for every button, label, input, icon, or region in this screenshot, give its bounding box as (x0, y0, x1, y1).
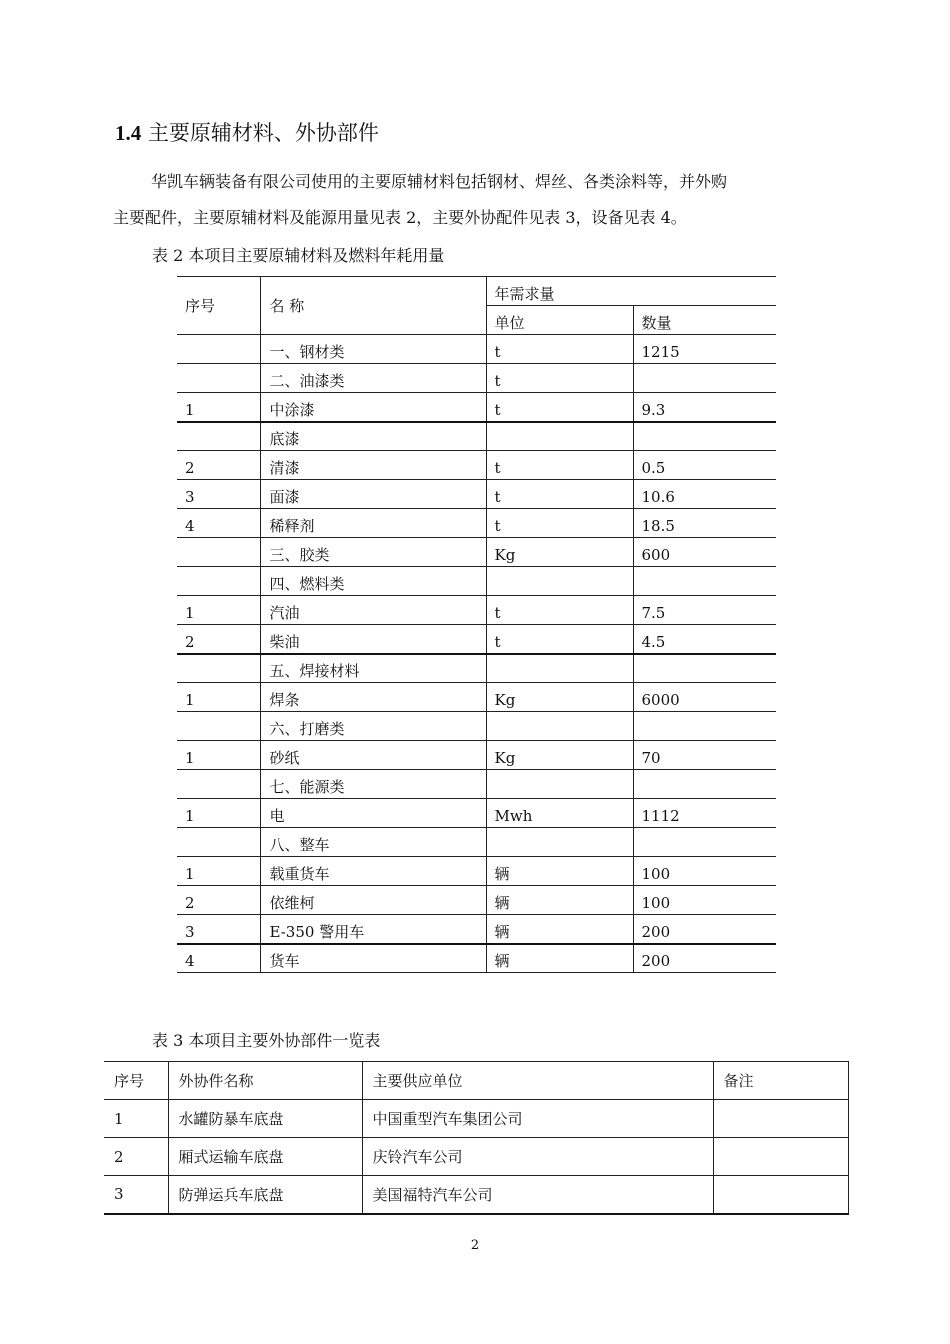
cell-unit (486, 567, 633, 596)
cell-qty (633, 654, 776, 683)
cell-name: 焊条 (260, 683, 486, 712)
cell-qty: 200 (633, 915, 776, 944)
cell-seq: 4 (177, 944, 260, 973)
cell-seq: 2 (104, 1138, 168, 1176)
cell-seq (177, 335, 260, 364)
table-row (177, 799, 776, 828)
cell-name: 四、燃料类 (260, 567, 486, 596)
cell-unit: Kg (486, 538, 633, 567)
cell-name: 八、整车 (260, 828, 486, 857)
t3-header-supplier: 主要供应单位 (362, 1062, 713, 1100)
cell-name: 七、能源类 (260, 770, 486, 799)
cell-qty: 0.5 (633, 451, 776, 480)
cell-unit: t (486, 393, 633, 422)
cell-unit: t (486, 480, 633, 509)
table-row (177, 509, 776, 538)
cell-qty: 18.5 (633, 509, 776, 538)
materials-table (177, 276, 776, 973)
cell-part: 防弹运兵车底盘 (168, 1176, 362, 1214)
table-row (177, 422, 776, 451)
cell-seq: 1 (177, 683, 260, 712)
cell-seq: 2 (177, 886, 260, 915)
cell-seq (177, 712, 260, 741)
table-row (104, 1176, 848, 1214)
cell-name: 三、胶类 (260, 538, 486, 567)
table-row (177, 625, 776, 654)
cell-seq: 3 (177, 480, 260, 509)
table-row (177, 886, 776, 915)
cell-unit: 辆 (486, 915, 633, 944)
cell-unit (486, 422, 633, 451)
cell-seq: 2 (177, 625, 260, 654)
cell-name: 汽油 (260, 596, 486, 625)
cell-qty: 600 (633, 538, 776, 567)
cell-seq: 1 (104, 1100, 168, 1138)
table-row (177, 451, 776, 480)
header-seq: 序号 (177, 277, 260, 335)
cell-seq (177, 828, 260, 857)
cell-seq (177, 364, 260, 393)
cell-seq: 1 (177, 857, 260, 886)
cell-name: 五、焊接材料 (260, 654, 486, 683)
cell-qty: 10.6 (633, 480, 776, 509)
t3-header-part: 外协件名称 (168, 1062, 362, 1100)
cell-name: 砂纸 (260, 741, 486, 770)
table-row (177, 335, 776, 364)
cell-qty (633, 567, 776, 596)
cell-name: 面漆 (260, 480, 486, 509)
cell-part: 厢式运输车底盘 (168, 1138, 362, 1176)
cell-unit: 辆 (486, 944, 633, 973)
section-number: 1.4 (115, 121, 142, 145)
cell-unit: t (486, 451, 633, 480)
table-row (104, 1138, 848, 1176)
cell-name: 中涂漆 (260, 393, 486, 422)
cell-unit: t (486, 364, 633, 393)
table-row (177, 770, 776, 799)
cell-name: 底漆 (260, 422, 486, 451)
cell-name: 清漆 (260, 451, 486, 480)
cell-qty: 200 (633, 944, 776, 973)
table3-caption: 表 3 本项目主要外协部件一览表 (152, 1031, 381, 1050)
table2-caption: 表 2 本项目主要原辅材料及燃料年耗用量 (152, 246, 445, 265)
table-row (177, 915, 776, 944)
cell-name: 一、钢材类 (260, 335, 486, 364)
table-row (177, 712, 776, 741)
cell-qty: 7.5 (633, 596, 776, 625)
cell-name: 柴油 (260, 625, 486, 654)
cell-name: 载重货车 (260, 857, 486, 886)
table-row (177, 567, 776, 596)
cell-unit: t (486, 596, 633, 625)
cell-name: 稀释剂 (260, 509, 486, 538)
cell-seq: 1 (177, 741, 260, 770)
cell-seq (177, 422, 260, 451)
cell-supplier: 中国重型汽车集团公司 (362, 1100, 713, 1138)
cell-seq (177, 770, 260, 799)
cell-unit: Mwh (486, 799, 633, 828)
cell-qty: 1215 (633, 335, 776, 364)
cell-seq: 2 (177, 451, 260, 480)
cell-unit: 辆 (486, 886, 633, 915)
table-row (177, 393, 776, 422)
table-row (177, 538, 776, 567)
cell-unit: Kg (486, 741, 633, 770)
table-row (177, 654, 776, 683)
outsourced-parts-table (104, 1061, 849, 1215)
table-row (177, 364, 776, 393)
cell-supplier: 美国福特汽车公司 (362, 1176, 713, 1214)
cell-qty: 6000 (633, 683, 776, 712)
table3-header-row (104, 1062, 848, 1100)
cell-qty (633, 828, 776, 857)
table-row (177, 480, 776, 509)
table-row (177, 944, 776, 973)
cell-qty (633, 422, 776, 451)
cell-note (713, 1138, 848, 1176)
cell-seq (177, 567, 260, 596)
cell-name: 货车 (260, 944, 486, 973)
cell-supplier: 庆铃汽车公司 (362, 1138, 713, 1176)
cell-qty: 4.5 (633, 625, 776, 654)
header-qty: 数量 (633, 306, 776, 335)
section-title: 主要原辅材料、外协部件 (147, 121, 379, 145)
cell-unit (486, 828, 633, 857)
cell-name: 电 (260, 799, 486, 828)
cell-seq: 1 (177, 393, 260, 422)
cell-seq: 3 (104, 1176, 168, 1214)
cell-qty (633, 712, 776, 741)
cell-qty: 70 (633, 741, 776, 770)
t3-header-note: 备注 (713, 1062, 848, 1100)
cell-part: 水罐防暴车底盘 (168, 1100, 362, 1138)
cell-unit (486, 770, 633, 799)
cell-name: E-350 警用车 (260, 915, 486, 944)
paragraph-line-2: 主要配件，主要原辅材料及能源用量见表 2，主要外协配件见表 3，设备见表 4。 (113, 208, 687, 227)
table-row (177, 741, 776, 770)
cell-qty: 1112 (633, 799, 776, 828)
table-row (177, 828, 776, 857)
cell-name: 依维柯 (260, 886, 486, 915)
cell-unit (486, 712, 633, 741)
cell-name: 六、打磨类 (260, 712, 486, 741)
cell-qty: 100 (633, 857, 776, 886)
cell-unit: 辆 (486, 857, 633, 886)
t3-header-seq: 序号 (104, 1062, 168, 1100)
header-unit: 单位 (486, 306, 633, 335)
cell-name: 二、油漆类 (260, 364, 486, 393)
table-row (177, 683, 776, 712)
cell-unit: t (486, 335, 633, 364)
paragraph-line-1: 华凯车辆装备有限公司使用的主要原辅材料包括钢材、焊丝、各类涂料等，并外购 (151, 172, 728, 191)
header-name: 名 称 (260, 277, 486, 335)
table2-header-row-1 (177, 277, 776, 306)
table-row (177, 857, 776, 886)
cell-qty: 9.3 (633, 393, 776, 422)
cell-seq: 4 (177, 509, 260, 538)
cell-unit: t (486, 625, 633, 654)
table-row (177, 596, 776, 625)
cell-qty (633, 364, 776, 393)
cell-unit: Kg (486, 683, 633, 712)
table-row (104, 1100, 848, 1138)
cell-qty (633, 770, 776, 799)
cell-seq: 1 (177, 596, 260, 625)
cell-seq: 1 (177, 799, 260, 828)
cell-qty: 100 (633, 886, 776, 915)
header-annual: 年需求量 (486, 277, 776, 306)
page-number: 2 (470, 1238, 480, 1253)
cell-note (713, 1100, 848, 1138)
cell-seq: 3 (177, 915, 260, 944)
section-heading (115, 118, 379, 148)
cell-seq (177, 538, 260, 567)
cell-unit (486, 654, 633, 683)
cell-unit: t (486, 509, 633, 538)
cell-note (713, 1176, 848, 1214)
cell-seq (177, 654, 260, 683)
